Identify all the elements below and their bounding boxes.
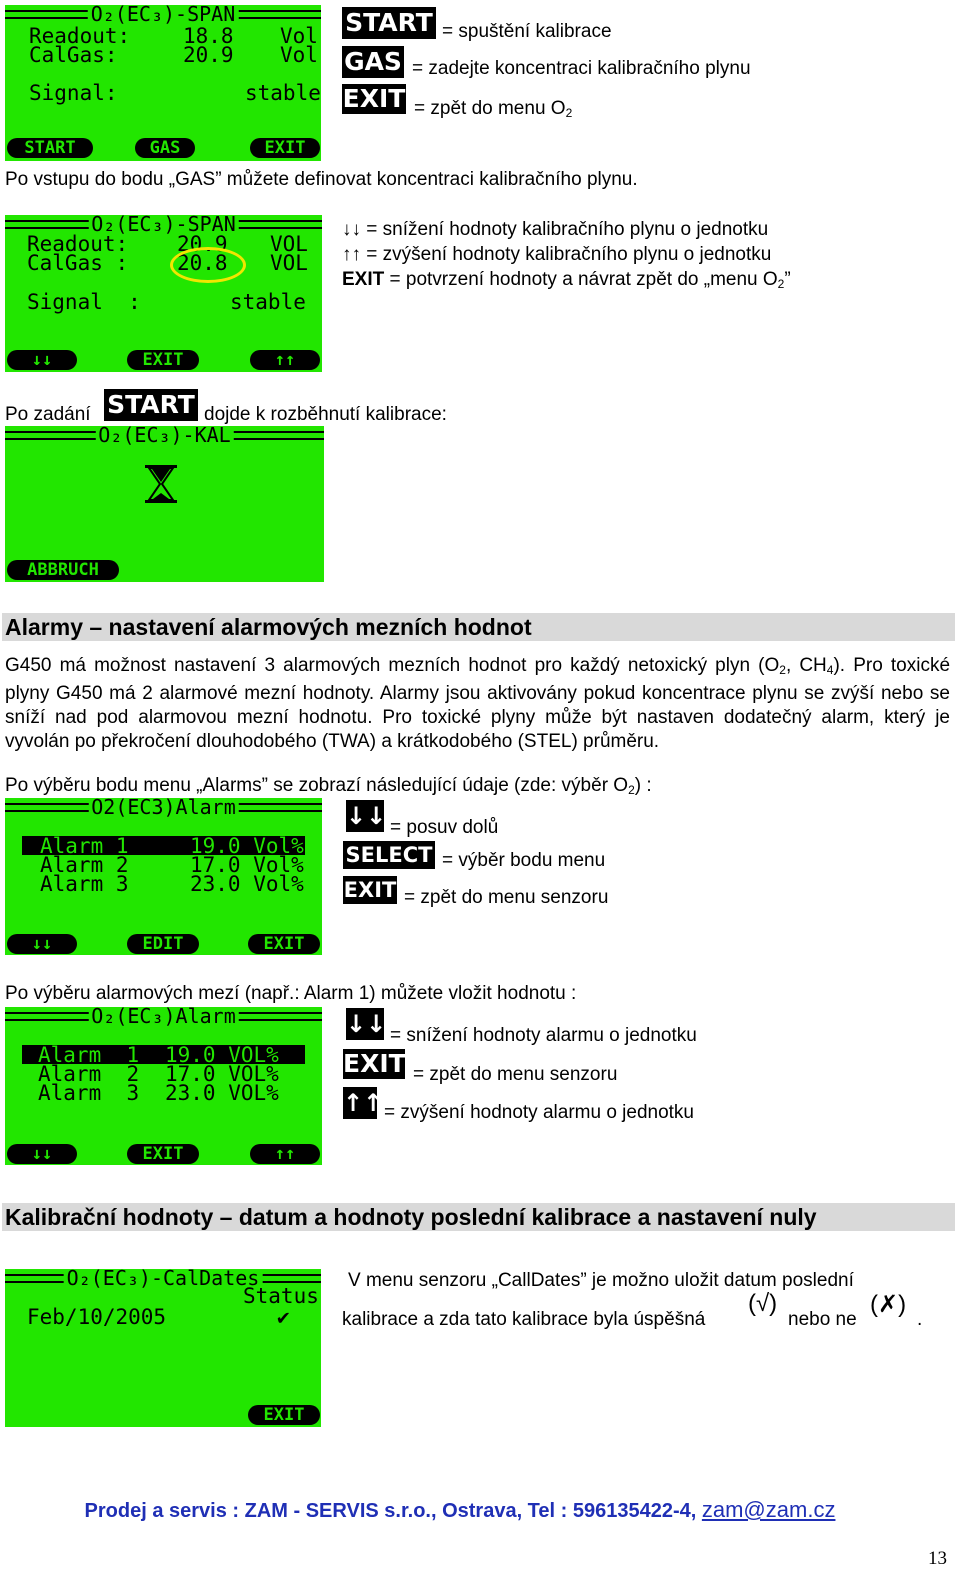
gas-description: = zadejte koncentraci kalibračního plynu bbox=[412, 58, 751, 79]
softkey-up[interactable]: ↑↑ bbox=[250, 1144, 320, 1164]
alarm-3-value: 23.0 Vol% bbox=[190, 872, 304, 896]
start-intro-after: dojde k rozběhnutí kalibrace: bbox=[204, 404, 447, 425]
lcd-header bbox=[5, 5, 321, 25]
lcd-header bbox=[5, 1007, 322, 1027]
up-description: = zvýšení hodnoty alarmu o jednotku bbox=[384, 1102, 694, 1123]
lcd-title: O₂(EC₃)-CalDates bbox=[64, 1269, 263, 1289]
lcd-alarm-edit-screen bbox=[5, 1007, 322, 1165]
lcd-signal-value: stable bbox=[230, 290, 306, 314]
lcd-title: O₂(EC₃)Alarm bbox=[88, 1007, 239, 1027]
softkey-down[interactable]: ↓↓ bbox=[7, 350, 77, 370]
lcd-calgas-label: CalGas : bbox=[27, 251, 129, 275]
alarms-menu-intro: Po výběru bodu menu „Alarms” se zobrazí následující údaje (zde: výběr $O_2$) : bbox=[5, 775, 652, 797]
caldates-line2c: . bbox=[917, 1309, 923, 1330]
lcd-readout-label: Readout: bbox=[27, 232, 129, 256]
alarm-2-value: 17.0 VOL% bbox=[165, 1062, 279, 1086]
start-key-image: START bbox=[342, 7, 436, 39]
lcd-readout-unit: VOL bbox=[270, 232, 308, 256]
down-description: ↓↓ = snížení hodnoty kalibračního plynu o jednotku bbox=[342, 219, 769, 240]
lcd-alarm-list-screen bbox=[5, 798, 322, 955]
lcd-header bbox=[5, 426, 324, 446]
lcd-title: O₂(EC₃)-SPAN bbox=[88, 5, 239, 25]
gas-instruction: Po vstupu do bodu „GAS” můžete definovat koncentraci kalibračního plynu. bbox=[5, 169, 638, 190]
alarm-1-label: Alarm 1 bbox=[40, 834, 129, 858]
footer-email-link[interactable]: zam@zam.cz bbox=[701, 1497, 836, 1522]
lcd-readout-value: 20.9 bbox=[177, 232, 228, 256]
lcd-cal-date: Feb/10/2005 bbox=[27, 1305, 167, 1329]
lcd-signal-label: Signal : bbox=[27, 290, 141, 314]
softkey-abort[interactable]: ABBRUCH bbox=[7, 560, 119, 580]
lcd-calgas-label: CalGas: bbox=[29, 43, 118, 67]
softkey-exit[interactable]: EXIT bbox=[248, 934, 320, 954]
lcd-span-edit-screen bbox=[5, 215, 322, 372]
down-description: = posuv dolů bbox=[390, 817, 499, 838]
lcd-title: O₂(EC₃)-SPAN bbox=[88, 215, 239, 235]
softkey-start[interactable]: START bbox=[7, 138, 93, 158]
softkey-exit[interactable]: EXIT bbox=[127, 1144, 199, 1164]
lcd-calgas-unit: VOL bbox=[270, 251, 308, 275]
select-description: = výběr bodu menu bbox=[442, 850, 606, 871]
lcd-signal-value: stable bbox=[245, 81, 321, 105]
start-intro-before: Po zadání bbox=[5, 404, 91, 425]
exit-description: = zpět do menu senzoru bbox=[404, 887, 609, 908]
exit-confirm-description: EXIT = potvrzení hodnoty a návrat zpět do „menu $O_2$” bbox=[342, 269, 791, 291]
footer bbox=[0, 1497, 920, 1523]
lcd-calgas-value[interactable]: 20.8 bbox=[177, 251, 228, 275]
softkey-down[interactable]: ↓↓ bbox=[7, 934, 77, 954]
alarm-1-value: 19.0 Vol% bbox=[190, 834, 304, 858]
page-number: 13 bbox=[928, 1548, 947, 1569]
lcd-calibration-screen bbox=[5, 426, 324, 582]
exit-description: = zpět do menu $O_2$ bbox=[414, 98, 573, 120]
exit-key-image: EXIT bbox=[343, 878, 397, 902]
softkey-gas[interactable]: GAS bbox=[135, 138, 195, 158]
up-key-image: ↑↑ bbox=[343, 1089, 384, 1117]
hourglass-icon bbox=[143, 464, 179, 504]
down-key-image: ↓↓ bbox=[346, 1010, 387, 1038]
alarm-select-instruction: Po výběru alarmových mezí (např.: Alarm 1) můžete vložit hodnotu : bbox=[5, 983, 577, 1004]
down-description: = snížení hodnoty alarmu o jednotku bbox=[390, 1025, 697, 1046]
softkey-down[interactable]: ↓↓ bbox=[7, 1144, 77, 1164]
down-key-image: ↓↓ bbox=[346, 802, 387, 830]
alarm-3-label: Alarm 3 bbox=[38, 1081, 140, 1105]
highlight-circle bbox=[170, 247, 246, 283]
footer-text: Prodej a servis : ZAM - SERVIS s.r.o., Ostrava, Tel : 596135422-4, bbox=[84, 1500, 702, 1522]
alarm-2-value: 17.0 Vol% bbox=[190, 853, 304, 877]
alarm-3-label[interactable]: Alarm 3 bbox=[40, 872, 129, 896]
lcd-status-label: Status bbox=[243, 1284, 319, 1308]
alarm-2-label[interactable]: Alarm 2 bbox=[40, 853, 129, 877]
gas-key-image: GAS bbox=[342, 46, 404, 78]
lcd-calgas-value: 20.9 bbox=[183, 43, 234, 67]
lcd-title: O₂(EC₃)-KAL bbox=[95, 426, 233, 446]
alarm-1-value: 19.0 VOL% bbox=[165, 1043, 279, 1067]
lcd-caldates-screen bbox=[5, 1269, 321, 1427]
start-description: = spuštění kalibrace bbox=[442, 21, 612, 42]
alarms-paragraph: G450 má možnost nastavení 3 alarmových mezních hodnot pro každý netoxický plyn ($O_2$, $CH_4$). Pro toxické plyny G450 má 2 alarmové mezní hodnoty. Alarmy jsou aktivovány pokud koncentrace plynu se zvýší nebo se sníží nad pod alarmovou mezní hodnotu. Pro toxické plyny může být nastaven dodatečný alarm, který je vyvolán po překročení dlouhodobého (TWA) a krátkodobého (STEL) průměru. bbox=[5, 655, 951, 752]
up-description: ↑↑ = zvýšení hodnoty kalibračního plynu o jednotku bbox=[342, 244, 772, 265]
fail-symbol-icon: (✗) bbox=[870, 1291, 907, 1318]
caldates-line2a: kalibrace a zda tato kalibrace byla úspěšná bbox=[342, 1309, 706, 1330]
select-key-image: SELECT bbox=[343, 841, 435, 869]
lcd-readout-unit: Vol bbox=[280, 24, 318, 48]
alarm-3-value: 23.0 VOL% bbox=[165, 1081, 279, 1105]
lcd-readout-value: 18.8 bbox=[183, 24, 234, 48]
section-heading-calibration: Kalibrační hodnoty – datum a hodnoty poslední kalibrace a nastavení nuly bbox=[2, 1203, 955, 1231]
softkey-exit[interactable]: EXIT bbox=[127, 350, 199, 370]
caldates-line2b: nebo ne bbox=[788, 1309, 857, 1330]
start-key-image: START bbox=[104, 389, 198, 421]
softkey-edit[interactable]: EDIT bbox=[127, 934, 199, 954]
lcd-readout-label: Readout: bbox=[29, 24, 131, 48]
lcd-calgas-unit: Vol bbox=[280, 43, 318, 67]
section-heading-alarms: Alarmy – nastavení alarmových mezních hodnot bbox=[2, 613, 955, 641]
softkey-up[interactable]: ↑↑ bbox=[250, 350, 320, 370]
alarm-1-label: Alarm 1 bbox=[38, 1043, 140, 1067]
lcd-signal-label: Signal: bbox=[29, 81, 118, 105]
lcd-status-check: ✔ bbox=[277, 1305, 290, 1329]
alarm-2-label: Alarm 2 bbox=[38, 1062, 140, 1086]
lcd-header bbox=[5, 798, 322, 818]
lcd-span-screen bbox=[5, 5, 321, 161]
ok-symbol-icon: (√) bbox=[748, 1290, 778, 1317]
softkey-exit[interactable]: EXIT bbox=[248, 1405, 320, 1425]
exit-key-image: EXIT bbox=[343, 1049, 406, 1078]
exit-key-image: EXIT bbox=[342, 84, 406, 113]
caldates-line1: V menu senzoru „CallDates” je možno uložit datum poslední bbox=[348, 1270, 854, 1291]
softkey-exit[interactable]: EXIT bbox=[250, 138, 320, 158]
lcd-title: O2(EC3)Alarm bbox=[88, 798, 239, 818]
exit-description: = zpět do menu senzoru bbox=[413, 1064, 618, 1085]
